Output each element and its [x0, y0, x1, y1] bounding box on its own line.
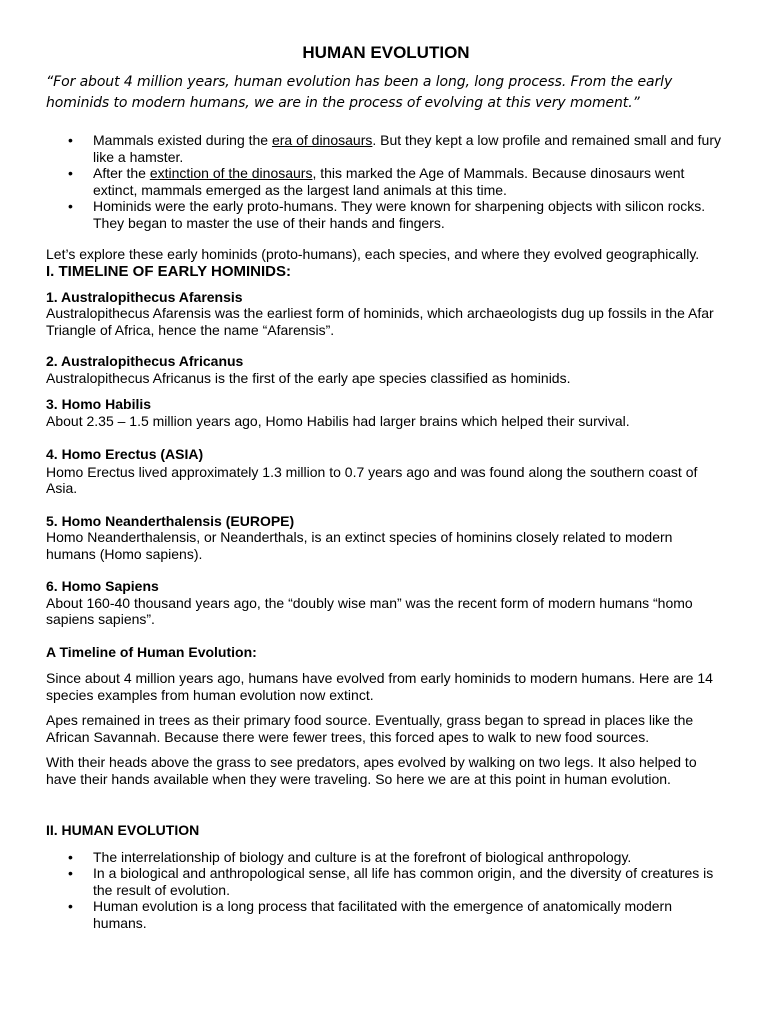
timeline-paragraph: Apes remained in trees as their primary food source. Eventually, grass began to spread in places like the African Savannah. Because there were fewer trees, this forced apes to walk to new food sources.: [46, 712, 694, 745]
extinction-of-dinosaurs-link[interactable]: extinction of the dinosaurs: [149, 165, 313, 181]
species-title: 6. Homo Sapiens: [46, 578, 159, 594]
species-block: [46, 578, 726, 628]
bullet-icon: •: [68, 848, 73, 865]
list-item: • After the extinction of the dinosaurs, this marked the Age of Mammals. Because dinosaurs went extinct, mammals emerged as the largest land animals at this time.: [68, 165, 685, 198]
species-block: [46, 513, 726, 563]
species-title: 1. Australopithecus Afarensis: [46, 288, 243, 305]
era-of-dinosaurs-link[interactable]: era of dinosaurs: [271, 132, 373, 148]
human-evolution-bullet-list: [46, 849, 726, 932]
document-page: [46, 42, 726, 931]
species-description: About 2.35 – 1.5 million years ago, Homo Habilis had larger brains which helped their survival.: [46, 412, 630, 429]
species-title: 4. Homo Erectus (ASIA): [46, 446, 204, 462]
species-block: [46, 396, 726, 429]
species-block: [46, 289, 726, 339]
timeline-subheading: A Timeline of Human Evolution:: [46, 643, 257, 660]
bullet-icon: •: [68, 198, 73, 214]
bullet-icon: •: [68, 165, 73, 181]
species-title: 3. Homo Habilis: [46, 396, 152, 412]
bullet-icon: •: [68, 865, 73, 881]
mammals-bullet-list: [46, 132, 726, 231]
section-heading-timeline: I. TIMELINE OF EARLY HOMINIDS:: [46, 262, 292, 280]
list-item: • Hominids were the early proto-humans. They were known for sharpening objects with silicon rocks. They began to master the use of their hands and fingers.: [68, 198, 706, 231]
list-item: • Mammals existed during the era of dinosaurs. But they kept a low profile and remained small and fury like a hamster.: [68, 132, 722, 165]
timeline-paragraph: Since about 4 million years ago, humans have evolved from early hominids to modern humans. Here are 14 species examples from human evolution now extinct.: [46, 670, 713, 703]
species-block: [46, 446, 726, 497]
species-block: [46, 353, 726, 386]
list-item: • Human evolution is a long process that facilitated with the emergence of anatomically modern humans.: [68, 898, 672, 931]
species-description: Homo Neanderthalensis, or Neanderthals, is an extinct species of hominins closely related to modern humans (Homo sapiens).: [46, 529, 673, 562]
section-heading-human-evolution: II. HUMAN EVOLUTION: [46, 822, 200, 838]
intro-quote: “For about 4 million years, human evolution has been a long, long process. From the early hominids to modern humans, we are in the process of evolving at this very moment.”: [46, 74, 673, 111]
species-title: 2. Australopithecus Africanus: [46, 353, 244, 369]
list-item: • The interrelationship of biology and culture is at the forefront of biological anthropology.: [68, 848, 632, 865]
species-title: 5. Homo Neanderthalensis (EUROPE): [46, 512, 295, 529]
timeline-paragraph: With their heads above the grass to see predators, apes evolved by walking on two legs. It also helped to have their hands available when they were traveling. So here we are at this point in human evolution.: [46, 754, 697, 787]
species-description: Homo Erectus lived approximately 1.3 million to 0.7 years ago and was found along the southern coast of Asia.: [46, 463, 698, 496]
bullet-icon: •: [68, 898, 73, 914]
bullet-icon: •: [68, 132, 73, 148]
species-description: Australopithecus Africanus is the first of the early ape species classified as hominids.: [46, 369, 571, 386]
species-description: About 160-40 thousand years ago, the “doubly wise man” was the recent form of modern humans “homo sapiens sapiens”.: [46, 594, 693, 627]
species-description: Australopithecus Afarensis was the earliest form of hominids, which archaeologists dug up fossils in the Afar Triangle of Africa, hence the name “Afarensis”.: [46, 305, 714, 338]
list-item: • In a biological and anthropological sense, all life has common origin, and the diversity of creatures is the result of evolution.: [68, 865, 714, 898]
page-title: HUMAN EVOLUTION: [302, 43, 470, 62]
intro-paragraph: Let’s explore these early hominids (proto-humans), each species, and where they evolved geographically.: [46, 246, 700, 262]
